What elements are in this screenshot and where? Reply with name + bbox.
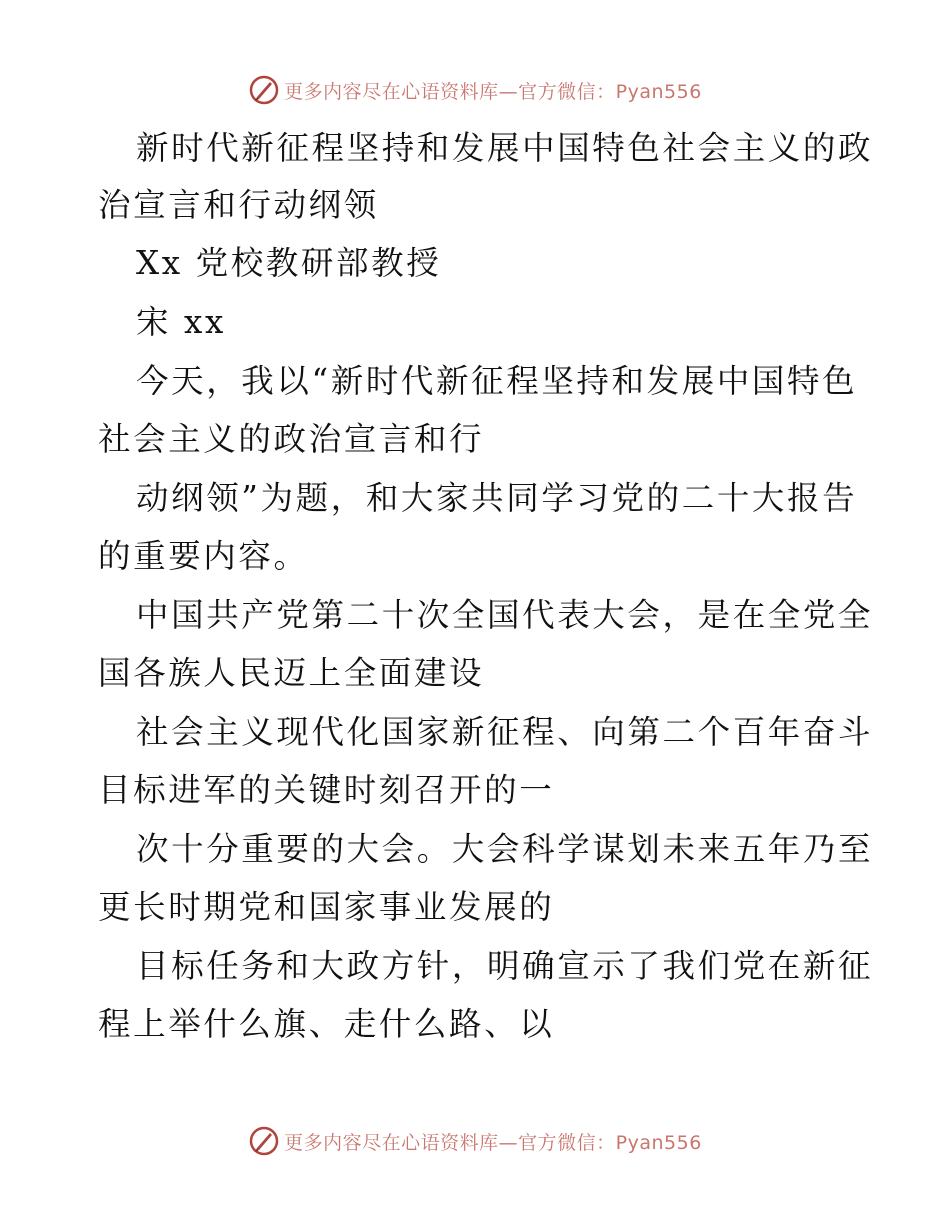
- footer-watermark: [0, 1121, 950, 1161]
- feather-pen-logo-icon: [248, 1125, 280, 1157]
- watermark-text: 更多内容尽在心语资料库—官方微信：Pyan556: [284, 1131, 702, 1154]
- paragraph-line: 中国共产党第二十次全国代表大会，是在全党全: [136, 596, 874, 634]
- paragraph-line: 更长时期党和国家事业发展的: [98, 888, 555, 926]
- author-affiliation: Xx 党校教研部教授: [136, 244, 442, 282]
- feather-pen-logo-icon: [248, 74, 280, 106]
- header-watermark: [0, 70, 950, 110]
- paragraph-line: 目标进军的关键时刻召开的一: [98, 771, 555, 809]
- paragraph-line: 次十分重要的大会。大会科学谋划未来五年乃至: [136, 830, 874, 868]
- paragraph-line: 社会主义的政治宣言和行: [98, 420, 485, 458]
- paragraph-line: 国各族人民迈上全面建设: [98, 654, 485, 692]
- paragraph-line: 社会主义现代化国家新征程、向第二个百年奋斗: [136, 713, 874, 751]
- watermark-text: 更多内容尽在心语资料库—官方微信：Pyan556: [284, 80, 702, 103]
- paragraph-line: 程上举什么旗、走什么路、以: [98, 1005, 555, 1043]
- paragraph-line: 今天，我以“新时代新征程坚持和发展中国特色: [136, 362, 858, 400]
- paragraph-line: 的重要内容。: [98, 537, 309, 575]
- title-line-1: 新时代新征程坚持和发展中国特色社会主义的政: [136, 129, 874, 167]
- paragraph-line: 动纲领”为题，和大家共同学习党的二十大报告: [136, 479, 858, 517]
- author-name: 宋 xx: [136, 303, 226, 341]
- title-line-2: 治宣言和行动纲领: [98, 186, 379, 224]
- paragraph-line: 目标任务和大政方针，明确宣示了我们党在新征: [136, 947, 874, 985]
